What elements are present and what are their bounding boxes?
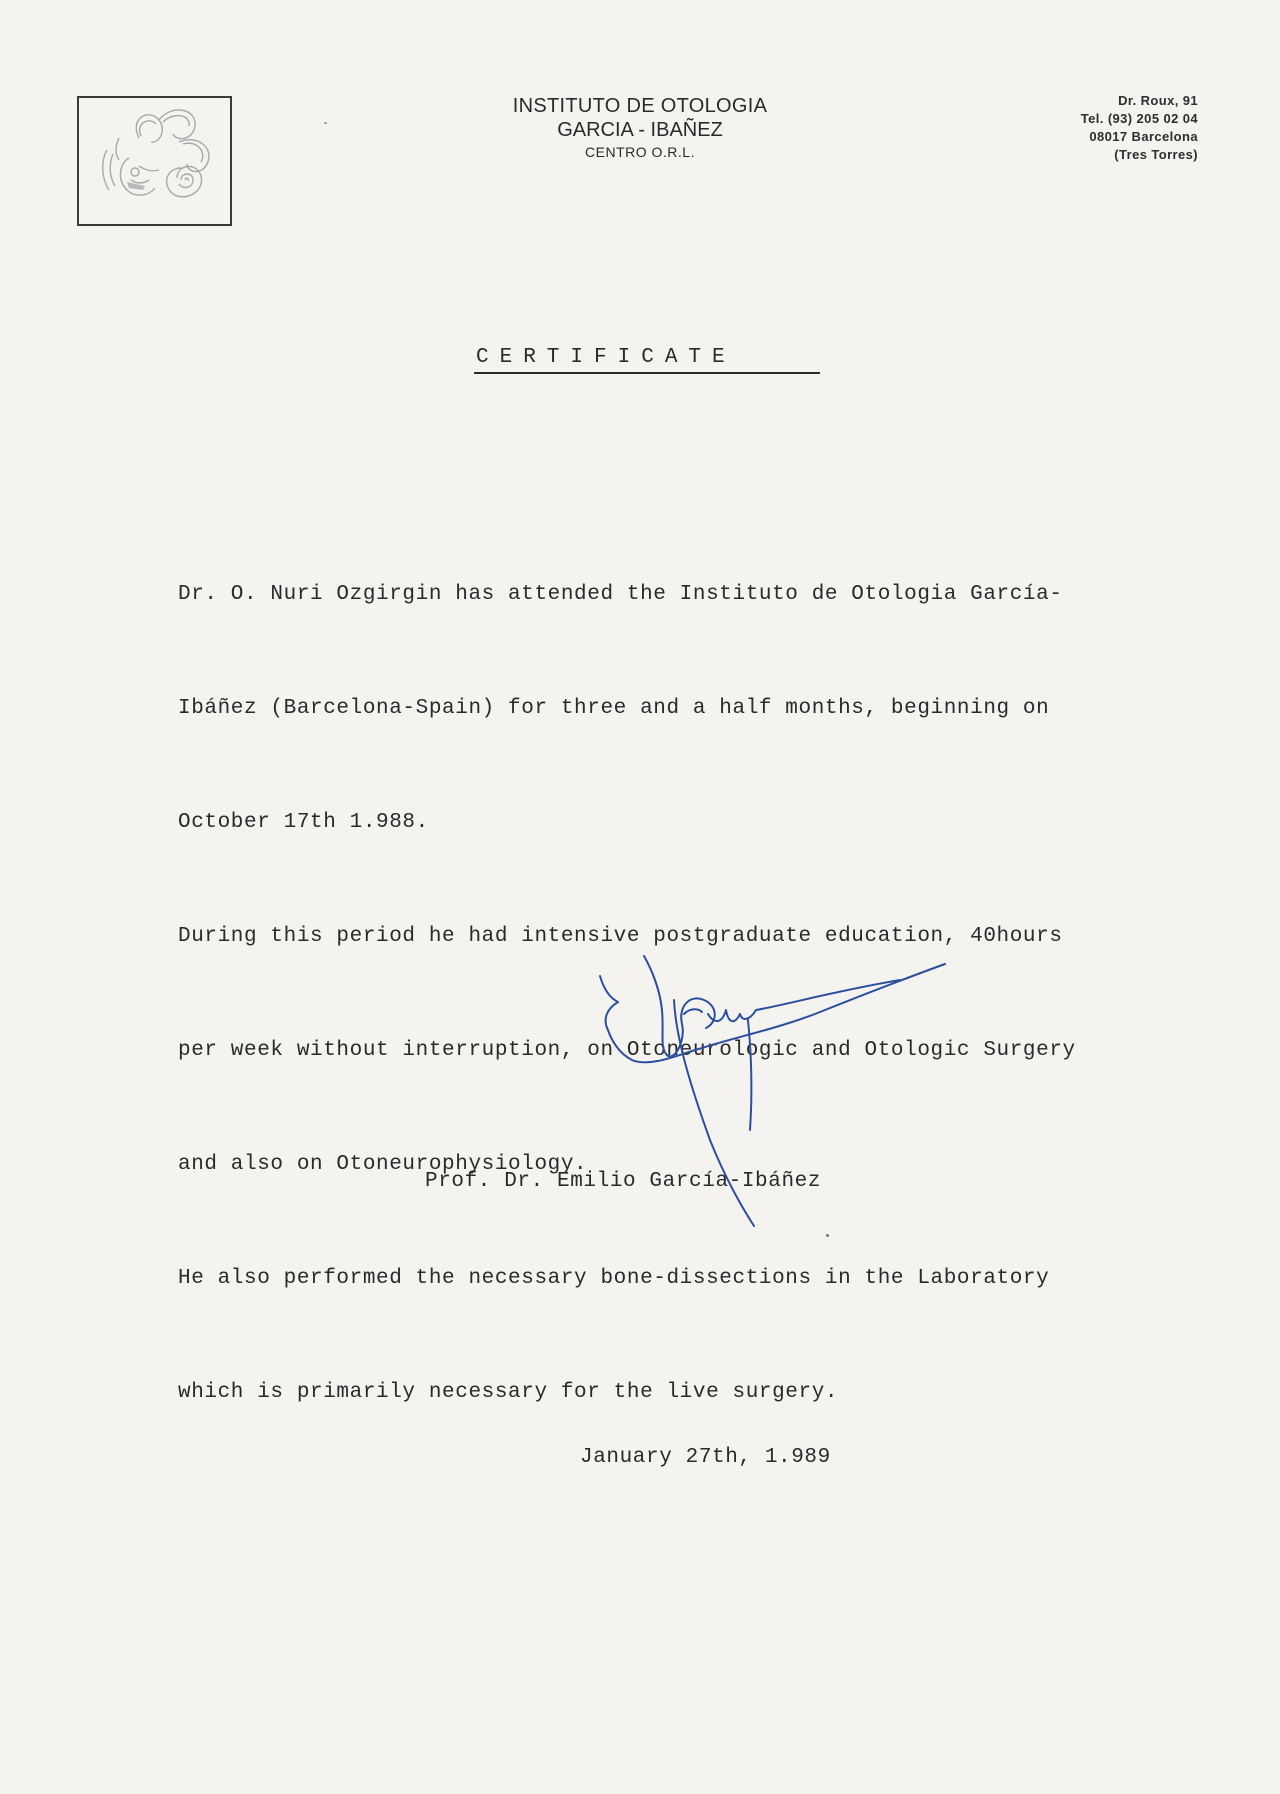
body-line: and also on Otoneurophysiology. [178, 1153, 588, 1176]
institute-name: INSTITUTO DE OTOLOGIA [512, 95, 768, 117]
address-city: 08017 Barcelona [1089, 129, 1198, 144]
paper-speck [324, 122, 327, 124]
paper-speck [826, 1234, 829, 1237]
document-date: January 27th, 1.989 [580, 1446, 831, 1469]
body-line: Dr. O. Nuri Ozgirgin has attended the Instituto de Otologia García- [178, 583, 1063, 606]
signer-name: Prof. Dr. Emilio García-Ibáñez [425, 1170, 822, 1193]
body-line: per week without interruption, on Otoneurologic and Otologic Surgery [178, 1039, 1076, 1062]
body-line: October 17th 1.988. [178, 811, 429, 834]
body-line: which is primarily necessary for the live surgery. [178, 1381, 839, 1404]
institute-department: CENTRO O.R.L. [585, 144, 695, 160]
ear-anatomy-logo-icon [79, 98, 230, 224]
title-underline [474, 372, 820, 374]
body-line: He also performed the necessary bone-dissections in the Laboratory [178, 1267, 1050, 1290]
institute-logo [77, 96, 232, 226]
body-line: Ibáñez (Barcelona-Spain) for three and a half months, beginning on [178, 697, 1050, 720]
letterhead [440, 94, 840, 162]
institute-address [1081, 92, 1198, 164]
institute-subname: GARCIA - IBAÑEZ [557, 119, 723, 141]
address-phone: Tel. (93) 205 02 04 [1080, 111, 1198, 126]
document-title: CERTIFICATE [476, 346, 736, 369]
body-line: During this period he had intensive postgraduate education, 40hours [178, 925, 1063, 948]
address-district: (Tres Torres) [1114, 147, 1198, 162]
address-street: Dr. Roux, 91 [1118, 93, 1198, 108]
